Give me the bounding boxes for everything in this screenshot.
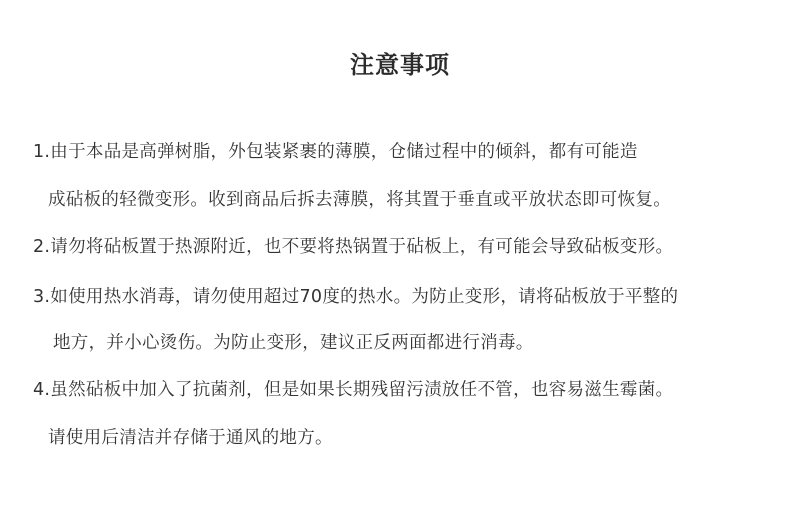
note-2-line-1: 2.请勿将砧板置于热源附近，也不要将热锅置于砧板上，有可能会导致砧板变形。: [33, 237, 674, 257]
note-1-line-1: 1.由于本品是高弹树脂，外包装紧裹的薄膜，仓储过程中的倾斜，都有可能造: [33, 142, 638, 162]
note-4-line-1: 4.虽然砧板中加入了抗菌剂，但是如果长期残留污渍放任不管，也容易滋生霉菌。: [33, 380, 674, 400]
note-3-line-1: 3.如使用热水消毒，请勿使用超过70度的热水。为防止变形，请将砧板放于平整的: [33, 287, 679, 307]
note-1-line-2: 成砧板的轻微变形。收到商品后拆去薄膜，将其置于垂直或平放状态即可恢复。: [48, 190, 671, 210]
page-title: 注意事项: [350, 51, 450, 79]
note-3-line-2: 地方，并小心烫伤。为防止变形，建议正反两面都进行消毒。: [53, 333, 534, 353]
note-4-line-2: 请使用后清洁并存储于通风的地方。: [48, 428, 333, 448]
